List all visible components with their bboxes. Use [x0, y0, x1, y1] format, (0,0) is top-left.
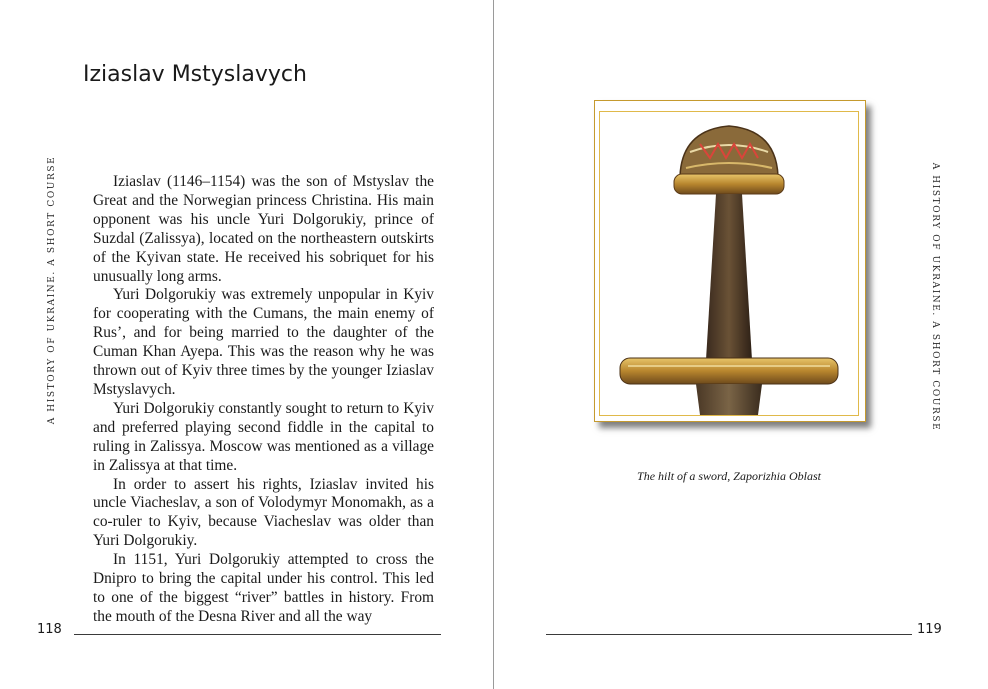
- page-number-right: 119: [917, 622, 942, 637]
- paragraph: In order to assert his rights, Iziaslav invited his uncle Viacheslav, a son of Volodymyr Monomakh, as a co-ruler to Kyiv, because Viacheslav was older than Yuri Dolgorukiy.: [93, 475, 434, 550]
- blade: [696, 384, 762, 415]
- paragraph: Iziaslav (1146–1154) was the son of Mstyslav the Great and the Norwegian princess Christina. His main opponent was his uncle Yuri Dolgorukiy, prince of Suzdal (Zalissya), located on the northeastern outskirts of the Kyivan state. He received his sobriquet for his unusually long arms.: [93, 173, 434, 285]
- sword-hilt-image: [600, 112, 858, 415]
- chapter-title: Iziaslav Mstyslavych: [83, 62, 307, 87]
- grip: [706, 194, 752, 360]
- upper-guard: [674, 174, 784, 194]
- figure-frame: [594, 100, 866, 422]
- left-page: [0, 0, 493, 689]
- footer-rule-right: [546, 634, 912, 635]
- body-text: [93, 173, 434, 627]
- paragraph: In 1151, Yuri Dolgorukiy attempted to cross the Dnipro to bring the capital under his control. This led to one of the biggest “river” battles in history. From the mouth of the Desna River and all the way: [93, 551, 434, 625]
- page-number-left: 118: [37, 622, 62, 637]
- running-head-left: A HISTORY OF UKRAINE. A SHORT COURSE: [47, 155, 57, 425]
- paragraph: Yuri Dolgorukiy constantly sought to return to Kyiv and preferred playing second fiddle in the capital to ruling in Zalissya. Moscow was mentioned as a village in Zalissya at that time.: [93, 399, 434, 474]
- figure-caption: The hilt of a sword, Zaporizhia Oblast: [637, 469, 821, 483]
- figure-image-box: [599, 111, 859, 416]
- paragraph: Yuri Dolgorukiy was extremely unpopular in Kyiv for cooperating with the Cumans, the main enemy of Rus’, and for being married to the daughter of the Cuman Khan Ayepa. This was the reason why he was thrown out of Kyiv three times by the younger Iziaslav Mstyslavych.: [93, 286, 434, 398]
- running-head-right: A HISTORY OF UKRAINE. A SHORT COURSE: [930, 162, 940, 432]
- lower-guard: [620, 358, 838, 384]
- footer-rule-left: [74, 634, 441, 635]
